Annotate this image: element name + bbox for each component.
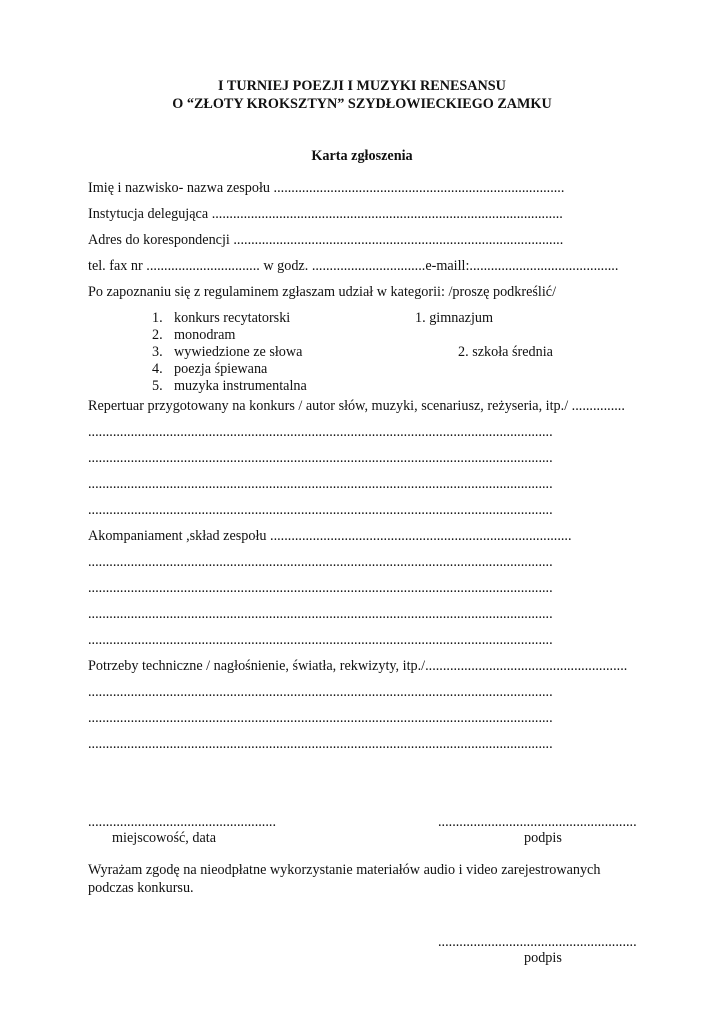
- category-item-sung-poetry[interactable]: poezja śpiewana: [174, 361, 268, 377]
- repertoire-line[interactable]: ...................................................................................................................................: [88, 476, 553, 492]
- address-field[interactable]: Adres do korespondencji .............................................................................................: [88, 232, 564, 248]
- name-field[interactable]: Imię i nazwisko- nazwa zespołu ..................................................................................: [88, 180, 565, 196]
- category-item-recitation[interactable]: konkurs recytatorski: [174, 310, 291, 326]
- category-item-word[interactable]: wywiedzione ze słowa: [174, 344, 303, 360]
- category-number: 3.: [152, 344, 163, 360]
- accompaniment-field[interactable]: Akompaniament ,skład zespołu .....................................................................................: [88, 528, 572, 544]
- technical-needs-line[interactable]: ...................................................................................................................................: [88, 736, 553, 752]
- accompaniment-line[interactable]: ...................................................................................................................................: [88, 580, 553, 596]
- signature-line[interactable]: ........................................................: [438, 814, 637, 830]
- category-number: 1.: [152, 310, 163, 326]
- category-item-monodrama[interactable]: monodram: [174, 327, 236, 343]
- consent-text-line-1: Wyrażam zgodę na nieodpłatne wykorzystanie materiałów audio i video zarejestrowanych: [88, 862, 601, 878]
- category-item-instrumental[interactable]: muzyka instrumentalna: [174, 378, 307, 394]
- final-signature-label: podpis: [524, 950, 562, 966]
- title-line-1: I TURNIEJ POEZJI I MUZYKI RENESANSU: [218, 78, 506, 94]
- repertoire-field[interactable]: Repertuar przygotowany na konkurs / autor słów, muzyki, scenariusz, reżyseria, itp./ ...............: [88, 398, 625, 414]
- level-item-junior-high[interactable]: 1. gimnazjum: [415, 310, 494, 326]
- accompaniment-line[interactable]: ...................................................................................................................................: [88, 554, 553, 570]
- place-date-line[interactable]: .....................................................: [88, 814, 276, 830]
- accompaniment-line[interactable]: ...................................................................................................................................: [88, 606, 553, 622]
- level-item-high-school[interactable]: 2. szkoła średnia: [458, 344, 553, 360]
- category-number: 5.: [152, 378, 163, 394]
- contact-field[interactable]: tel. fax nr ................................ w godz. ................................e-maill:..........................................: [88, 258, 619, 274]
- accompaniment-line[interactable]: ...................................................................................................................................: [88, 632, 553, 648]
- technical-needs-line[interactable]: ...................................................................................................................................: [88, 710, 553, 726]
- repertoire-line[interactable]: ...................................................................................................................................: [88, 502, 553, 518]
- repertoire-line[interactable]: ...................................................................................................................................: [88, 450, 553, 466]
- consent-text-line-2: podczas konkursu.: [88, 880, 194, 896]
- technical-needs-field[interactable]: Potrzeby techniczne / nagłośnienie, światła, rekwizyty, itp./.........................................................: [88, 658, 628, 674]
- repertoire-line[interactable]: ...................................................................................................................................: [88, 424, 553, 440]
- technical-needs-line[interactable]: ...................................................................................................................................: [88, 684, 553, 700]
- place-date-label: miejscowość, data: [112, 830, 217, 846]
- institution-field[interactable]: Instytucja delegująca ...................................................................................................: [88, 206, 563, 222]
- final-signature-line[interactable]: ........................................................: [438, 934, 637, 950]
- category-number: 2.: [152, 327, 163, 343]
- form-subtitle: Karta zgłoszenia: [311, 148, 413, 164]
- category-number: 4.: [152, 361, 163, 377]
- category-intro: Po zapoznaniu się z regulaminem zgłaszam udział w kategorii: /proszę podkreślić/: [88, 284, 557, 300]
- title-line-2: O “ZŁOTY KROKSZTYN” SZYDŁOWIECKIEGO ZAMKU: [172, 96, 552, 112]
- signature-label: podpis: [524, 830, 562, 846]
